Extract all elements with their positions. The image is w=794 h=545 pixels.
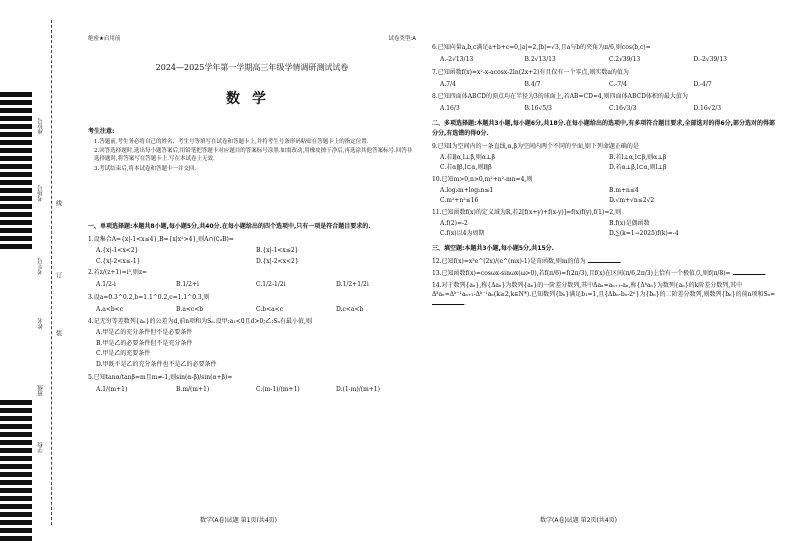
option: A.{x|-1<x<2} xyxy=(96,247,139,255)
option: C.b<a<c xyxy=(256,305,284,313)
strip-bar xyxy=(0,140,32,145)
section-single-choice: 一、单项选择题:本题共8小题,每小题5分,共40分.在每小题给出的四个选项中,只有一项是符合题目要求的. xyxy=(88,223,371,230)
strip-bar xyxy=(0,472,32,477)
question-9: 9.已知l为空间内的一条直线,α,β为空间内两个不同的平面,则下列命题正确的是 xyxy=(432,142,639,150)
option: D.1/2+1/2i xyxy=(336,281,369,289)
binding-dashed-line xyxy=(51,20,52,525)
question-9-options xyxy=(440,154,778,172)
right-column xyxy=(432,40,778,308)
question-14: 14.对于数列{aₙ},称{Δaₙ}为数列{aₙ}的一阶差分数列,其中Δaₙ=aₙ₊₁-aₙ,称{Δᵏaₙ}为数列{aₙ}的k阶差分数列,其中Δᵏaₙ=Δᵏ⁻¹aₙ₊₁-Δᵏ⁻¹aₙ(k≥2,k∈N*).已知数列{bₙ}满足b₁=1,且{Δbₙ-bₙ-2ⁿ}为{bₙ}的二阶差分数列,则数列{bₙ}的前n项和Sₙ= . xyxy=(432,282,776,308)
option: D.{x|-2<x<2} xyxy=(256,257,299,265)
exam-type-label: 试卷类型:A xyxy=(388,36,416,42)
option: D.16√2/3 xyxy=(693,105,722,112)
option: D.c<a<b xyxy=(336,305,364,313)
strip-bar xyxy=(0,496,32,501)
left-column xyxy=(88,222,416,398)
confidential-label: 绝密★启用前 xyxy=(88,36,121,42)
strip-bar xyxy=(0,92,32,97)
section-multiple-choice: 二、多项选择题:本题共3小题,每小题6分,共18分.在每小题给出的选项中,有多项符合题目要求,全部选对的得6分,部分选对的得部分分,有选错的得0分. xyxy=(432,119,775,137)
option: A.-2√13/13 xyxy=(440,56,474,63)
option: B.1/2+i xyxy=(176,281,199,289)
option: D.(1-m)/(m+1) xyxy=(336,386,380,394)
strip-bar xyxy=(0,480,32,485)
strip-bar xyxy=(0,180,32,185)
question-11: 11.已知函数f(x)的定义域为R,若2[f(x+y)+f(x-y)]=f(x)f(y),f(1)=2,则 xyxy=(432,208,622,216)
question-12-text: 12.已知f(x)=x³e^(2x)/(e^(mx)-1)是奇函数,则m的值为 xyxy=(432,258,586,266)
question-7: 7.已知函数f(x)=x²-x-acosx-2ln(2x+2)有且仅有一个零点,则实数a的值为 xyxy=(432,68,629,76)
strip-bar xyxy=(0,488,32,493)
option: C.{x|-2<x≤-1} xyxy=(96,257,141,265)
binding-strip xyxy=(0,0,60,545)
strip-bar xyxy=(0,464,32,469)
option: A.甲是乙的充分条件但不是必要条件 xyxy=(96,329,193,337)
option: B.2√13/13 xyxy=(524,56,556,63)
question-5-options xyxy=(96,386,416,394)
question-13-text: 13.已知函数f(x)=cosωx-sinωx(ω>0),若f(π/6)=f(2π/3),且f(x)在区间(π/6,2π/3)上恰有一个极值点,则f(π/8)= xyxy=(432,270,731,278)
line-mark: 线 xyxy=(54,200,62,206)
option: C.甲是乙的充要条件 xyxy=(96,350,151,358)
strip-bar xyxy=(0,440,32,445)
question-14-text: 14.对于数列{aₙ},称{Δaₙ}为数列{aₙ}的一阶差分数列,其中Δaₙ=aₙ₊₁-aₙ,称{Δᵏaₙ}为数列{aₙ}的k阶差分数列,其中Δᵏaₙ=Δᵏ⁻¹aₙ₊₁-Δᵏ⁻¹aₙ(k≥2,k∈N*).已知数列{bₙ}满足b₁=1,且{Δbₙ-bₙ-2ⁿ}为{bₙ}的二阶差分数列,则数列{bₙ}的前n项和Sₙ= xyxy=(432,282,776,299)
page-footer-left: 数学(A卷)试题 第1页(共4页) xyxy=(200,517,278,524)
strip-bar xyxy=(0,536,32,541)
candidate-number-label: 考生号 xyxy=(38,258,44,275)
option: B.4/7 xyxy=(524,80,541,88)
option: A.1/(m+1) xyxy=(96,386,128,394)
strip-bar xyxy=(0,528,32,533)
question-3: 3.设a=0.3^0.2,b=1.1^0.2,c=1.1^0.3,则 xyxy=(88,293,210,301)
question-4: 4.记无穷等差数列{aₙ}的公差为d,前n项和为Sₙ.设甲:a₁<0且d>0;乙:Sₙ有最小值,则 xyxy=(88,318,312,326)
strip-bar xyxy=(0,204,32,209)
strip-bar xyxy=(0,512,32,517)
option: A.f(2)=-2 xyxy=(440,219,468,227)
question-12: 12.已知f(x)=x³e^(2x)/(e^(mx)-1)是奇函数,则m的值为 . xyxy=(432,258,622,266)
question-11-options xyxy=(440,220,778,238)
strip-bar xyxy=(0,244,32,249)
strip-bar xyxy=(0,504,32,509)
question-2-options xyxy=(96,281,416,289)
strip-bar xyxy=(0,116,32,121)
strip-bar xyxy=(0,220,32,225)
strip-bar xyxy=(0,432,32,437)
question-7-options xyxy=(440,81,778,89)
option: B.16√5/3 xyxy=(524,105,552,112)
notes-title: 考生注意: xyxy=(88,128,115,135)
class-label: 班级 xyxy=(38,385,44,396)
strip-bar xyxy=(0,124,32,129)
answer-blank xyxy=(588,258,620,263)
strip-bar xyxy=(0,236,32,241)
subject-title: 数学 xyxy=(226,91,278,107)
option: B.甲是乙的必要条件但不是充分条件 xyxy=(96,339,193,347)
option: B.若l⊥α,l⊂β,则α⊥β xyxy=(609,153,667,161)
option: B.m/(m+1) xyxy=(176,386,210,394)
strip-bar xyxy=(0,100,32,105)
exam-room-label: 考场号 xyxy=(38,185,44,202)
strip-bar xyxy=(0,408,32,413)
notes-item: 3.考试结束后,将本试卷和答题卡一并交回. xyxy=(94,166,197,173)
question-1-options xyxy=(96,247,416,265)
strip-bar xyxy=(0,156,32,161)
answer-blank xyxy=(733,270,765,275)
option: D.-4/7 xyxy=(693,80,712,88)
school-label: 学校 xyxy=(38,442,44,453)
strip-bar xyxy=(0,164,32,169)
staple-mark: 订 xyxy=(54,272,62,278)
page-footer-right: 数学(A卷)试题 第2页(共4页) xyxy=(540,517,618,524)
option: C.-7/4 xyxy=(609,80,627,88)
option: D.甲既不是乙的充分条件也不是乙的必要条件 xyxy=(96,360,217,368)
strip-bar xyxy=(0,416,32,421)
question-10-options xyxy=(440,187,778,205)
option: D.√m+√n≤2√2 xyxy=(609,197,655,205)
strip-bar xyxy=(0,172,32,177)
seat-number-label: 座位号 xyxy=(38,118,44,135)
notes-item: 1.答题前,考生务必将自己的姓名、考生号等填写在试卷和答题卡上,并将考生号条形码粘贴在答题卡上的指定位置. xyxy=(94,138,369,145)
question-3-options xyxy=(96,306,416,314)
strip-bar xyxy=(0,148,32,153)
option: B.f(x)是偶函数 xyxy=(609,219,650,227)
option: A.16/3 xyxy=(440,105,460,112)
option: C.若α∥β,l⊂α,则l∥β xyxy=(440,164,492,172)
candidate-notes xyxy=(88,128,416,176)
strip-bar xyxy=(0,132,32,137)
question-1: 1.设集合A={x|-1<x≤4},B={x|x²>4},则A∩(∁ᵤB)= xyxy=(88,236,234,244)
option: A.log₂m+log₂n≤1 xyxy=(440,186,494,194)
option: B.{x|-1<x≤2} xyxy=(256,247,299,255)
question-13: 13.已知函数f(x)=cosωx-sinωx(ω>0),若f(π/6)=f(2π/3),且f(x)在区间(π/6,2π/3)上恰有一个极值点,则f(π/8)= . xyxy=(432,270,767,278)
question-10: 10.已知m>0,n>0,m²+n²-mn=4,则 xyxy=(432,175,533,183)
strip-bar xyxy=(0,400,32,405)
bind-mark: 装 xyxy=(54,330,62,336)
strip-bar xyxy=(0,188,32,193)
question-4-options xyxy=(96,328,416,370)
notes-item: 2.回答选择题时,选出每小题答案后,用铅笔把答题卡对应题目的答案标号涂黑.如需改动,用橡皮擦干净后,再选涂其他答案标号.回答非选择题时,将答案写在答题卡上.写在本试卷上无效. xyxy=(94,148,413,163)
exam-title: 2024—2025学年第一学期高三年级学情调研测试试卷 xyxy=(155,63,349,72)
strip-bar xyxy=(0,520,32,525)
section-fill-in: 三、填空题:本题共3小题,每小题5分,共15分. xyxy=(432,244,554,252)
question-6-options xyxy=(440,56,778,64)
option: C.16√3/3 xyxy=(609,105,637,112)
option: C.m²+n²≤16 xyxy=(440,197,479,205)
option: C.f(x)以4为周期 xyxy=(440,230,485,238)
option: A.7/4 xyxy=(440,80,456,88)
question-8: 8.已知四面体ABCD的顶点均在半径为3的球面上,若AB=CD=4,则四面体ABCD体积的最大值为 xyxy=(432,93,688,100)
option: C.(m-1)/(m+1) xyxy=(256,386,300,394)
question-6: 6.已知向量a,b,c满足a+b+c=0,|a|=2,|b|=√3,且a与b的夹角为π/6,则cos⟨b,c⟩= xyxy=(432,44,651,51)
option: C.1/2-1/2i xyxy=(256,281,286,289)
strip-bar xyxy=(0,108,32,113)
option: D.若α⊥β,l⊂α,则l⊥β xyxy=(609,164,667,172)
question-5: 5.已知tanα/tanβ=m且m≠-1,则sin(α-β)/sin(α+β)= xyxy=(88,374,233,382)
strip-bar xyxy=(0,456,32,461)
strip-bar xyxy=(0,424,32,429)
strip-bar xyxy=(0,212,32,217)
option: D.∑(k=1→2025)f(k)=-4 xyxy=(609,230,679,238)
option: D.-2√39/13 xyxy=(693,56,727,63)
option: A.若l∥α,l⊥β,则α⊥β xyxy=(440,153,495,161)
strip-bar xyxy=(0,228,32,233)
option: B.a<c<b xyxy=(176,305,204,313)
name-label: 姓名 xyxy=(38,318,44,329)
option: C.2√39/13 xyxy=(609,56,641,63)
strip-bar xyxy=(0,448,32,453)
option: A.a<b<c xyxy=(96,305,124,313)
question-2: 2.若z/(z+1)=i³,则z= xyxy=(88,269,148,277)
strip-bar xyxy=(0,196,32,201)
option: A.1/2-i xyxy=(96,281,116,289)
option: B.m+n≤4 xyxy=(609,186,639,194)
question-8-options xyxy=(440,105,778,113)
answer-blank xyxy=(432,300,464,305)
